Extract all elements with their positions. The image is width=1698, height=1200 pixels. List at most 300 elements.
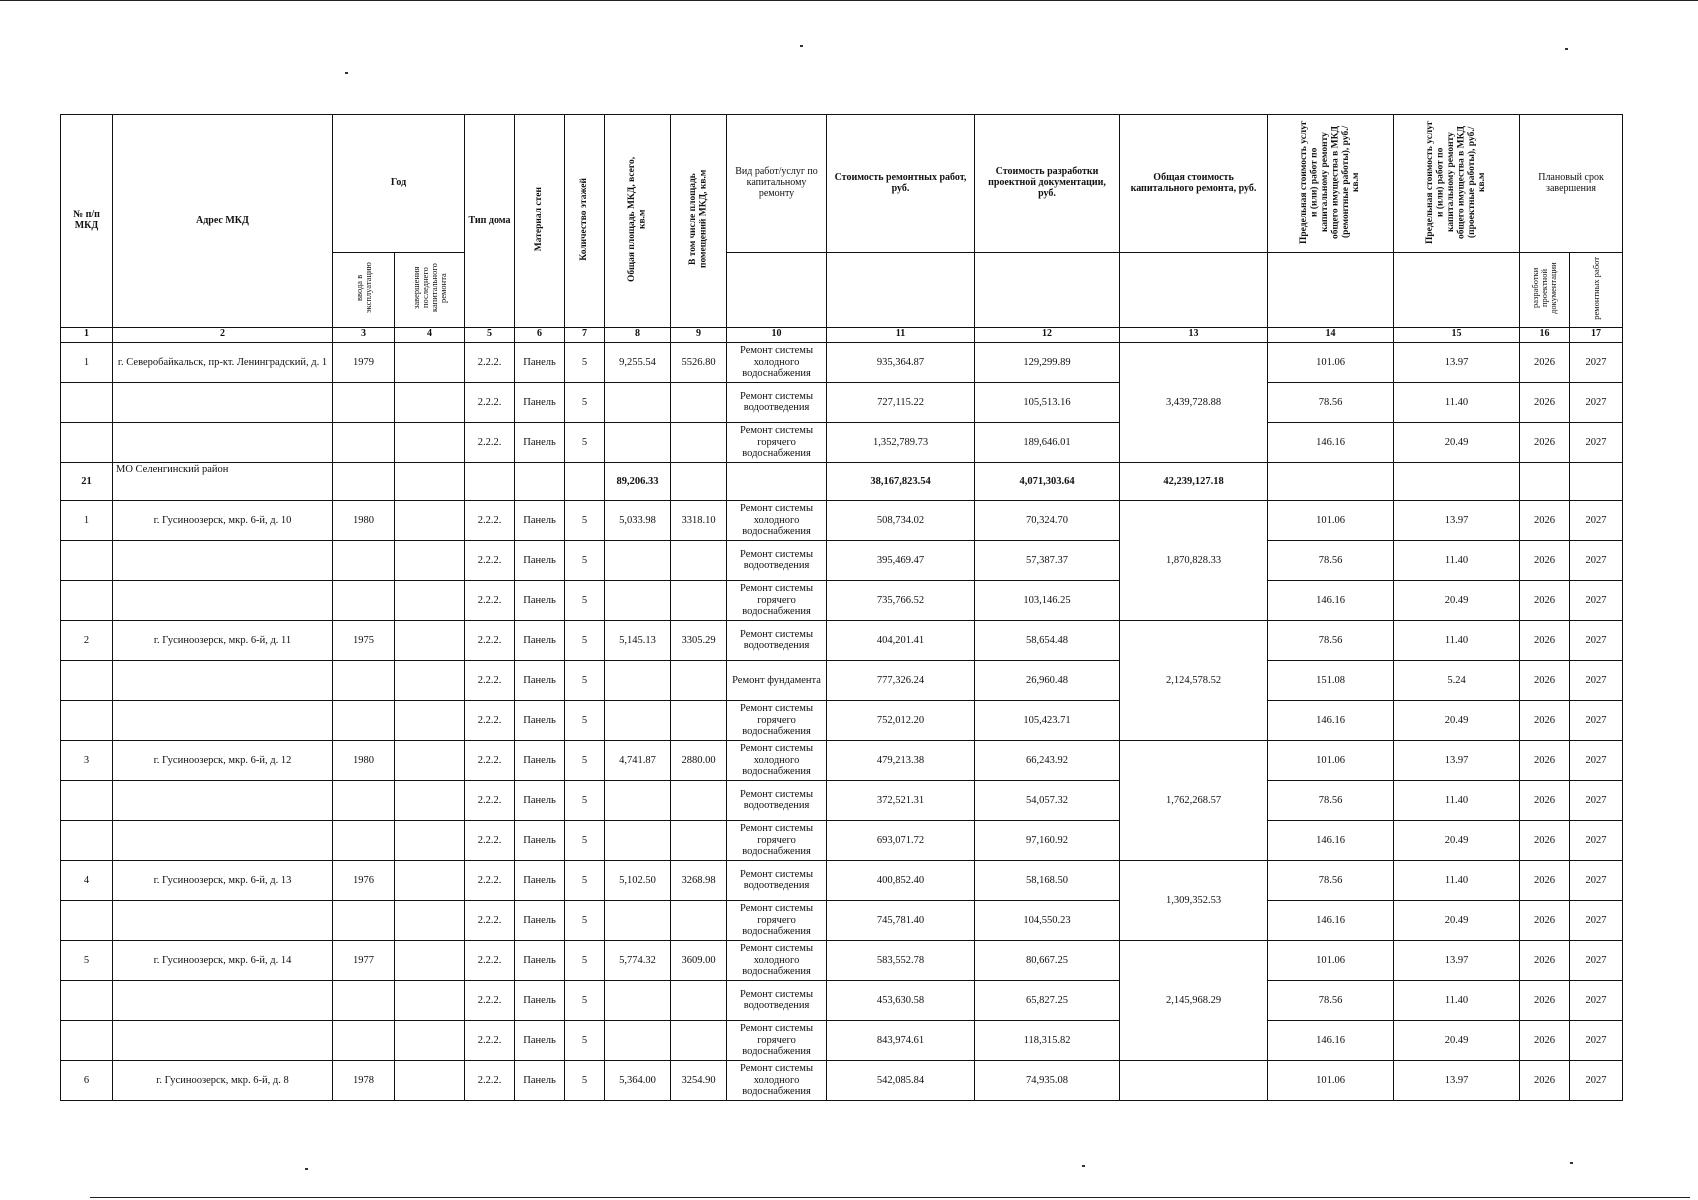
design-cost: 70,324.70 [975,500,1120,540]
scan-speck [345,72,348,74]
total-area [605,820,671,860]
design-cost: 104,550.23 [975,900,1120,940]
work-type: Ремонт системы холодного водоснабжения [727,500,827,540]
column-number: 1 [61,327,113,342]
deadline-design: 2026 [1520,740,1570,780]
limit-design: 20.49 [1394,1020,1520,1060]
col-header-work-type: Вид работ/услуг по капитальному ремонту [727,115,827,253]
deadline-repair: 2027 [1570,860,1623,900]
column-number: 16 [1520,327,1570,342]
house-address [113,980,333,1020]
column-number: 14 [1268,327,1394,342]
design-cost: 54,057.32 [975,780,1120,820]
col-header-work-blank [727,253,827,328]
wall-material: Панель [515,900,565,940]
floor-count: 5 [565,820,605,860]
house-num [61,382,113,422]
house-num: 5 [61,940,113,980]
mo-total-area: 89,206.33 [605,462,671,500]
deadline-design: 2026 [1520,940,1570,980]
house-address [113,900,333,940]
deadline-design: 2026 [1520,580,1570,620]
floor-count: 5 [565,540,605,580]
col-header-limit-repair [1268,115,1394,253]
floor-count: 5 [565,1020,605,1060]
total-cost [1120,1060,1268,1100]
mo-name: МО Селенгинский район [113,462,333,500]
deadline-repair: 2027 [1570,342,1623,382]
table-row [61,422,1623,462]
limit-repair: 146.16 [1268,1020,1394,1060]
col-header-total-blank [1120,253,1268,328]
total-area: 5,102.50 [605,860,671,900]
total-area: 4,741.87 [605,740,671,780]
limit-design: 5.24 [1394,660,1520,700]
limit-repair: 78.56 [1268,620,1394,660]
wall-material: Панель [515,980,565,1020]
work-type: Ремонт системы горячего водоснабжения [727,422,827,462]
house-type: 2.2.2. [465,980,515,1020]
year-last-repair [395,860,465,900]
repair-cost: 400,852.40 [827,860,975,900]
limit-design: 20.49 [1394,900,1520,940]
house-type: 2.2.2. [465,422,515,462]
year-last-repair [395,382,465,422]
wall-material: Панель [515,540,565,580]
work-type: Ремонт системы водоотведения [727,620,827,660]
work-type: Ремонт системы горячего водоснабжения [727,900,827,940]
year-commission [333,820,395,860]
year-commission: 1977 [333,940,395,980]
year-last-repair [395,422,465,462]
floor-count: 5 [565,780,605,820]
house-address [113,580,333,620]
design-cost: 189,646.01 [975,422,1120,462]
year-last-repair [395,740,465,780]
premises-area [671,900,727,940]
column-number: 4 [395,327,465,342]
premises-area: 3268.98 [671,860,727,900]
repair-cost: 583,552.78 [827,940,975,980]
house-address [113,820,333,860]
col-header-total-area [605,115,671,328]
deadline-design: 2026 [1520,900,1570,940]
house-num [61,422,113,462]
repair-cost: 372,521.31 [827,780,975,820]
limit-design: 20.49 [1394,820,1520,860]
house-num [61,1020,113,1060]
deadline-repair: 2027 [1570,980,1623,1020]
col-header-deadline: Плановый срок завершения [1520,115,1623,253]
house-num [61,980,113,1020]
year-last-repair [395,940,465,980]
year-last-repair [395,620,465,660]
limit-repair: 146.16 [1268,422,1394,462]
column-number: 15 [1394,327,1520,342]
house-type: 2.2.2. [465,700,515,740]
wall-material: Панель [515,1060,565,1100]
year-commission [333,700,395,740]
column-number: 5 [465,327,515,342]
house-address [113,1020,333,1060]
scan-speck [305,1168,308,1170]
column-number: 17 [1570,327,1623,342]
table-row [61,700,1623,740]
table-row [61,940,1623,980]
wall-material: Панель [515,740,565,780]
total-cost: 2,145,968.29 [1120,940,1268,1060]
year-commission: 1978 [333,1060,395,1100]
house-address: г. Гусиноозерск, мкр. 6-й, д. 11 [113,620,333,660]
col-header-year: Год [333,115,465,253]
deadline-repair: 2027 [1570,740,1623,780]
design-cost: 26,960.48 [975,660,1120,700]
column-number: 7 [565,327,605,342]
total-area [605,382,671,422]
premises-area [671,660,727,700]
premises-area [671,540,727,580]
year-last-repair [395,700,465,740]
work-type: Ремонт системы горячего водоснабжения [727,700,827,740]
deadline-repair: 2027 [1570,540,1623,580]
house-num [61,700,113,740]
total-area: 5,364.00 [605,1060,671,1100]
column-number: 8 [605,327,671,342]
house-type: 2.2.2. [465,660,515,700]
mo-summary-row [61,462,1623,500]
total-cost: 1,870,828.33 [1120,500,1268,620]
column-number: 3 [333,327,395,342]
premises-area [671,980,727,1020]
total-area [605,780,671,820]
deadline-design: 2026 [1520,660,1570,700]
col-header-address: Адрес МКД [113,115,333,328]
floor-count: 5 [565,700,605,740]
year-last-repair [395,780,465,820]
wall-material: Панель [515,500,565,540]
repair-cost: 508,734.02 [827,500,975,540]
col-header-repair-blank [827,253,975,328]
total-cost: 2,124,578.52 [1120,620,1268,740]
scan-speck [800,45,803,47]
limit-design: 11.40 [1394,780,1520,820]
work-type: Ремонт системы водоотведения [727,382,827,422]
deadline-design: 2026 [1520,342,1570,382]
column-number: 10 [727,327,827,342]
work-type: Ремонт системы холодного водоснабжения [727,740,827,780]
deadline-repair: 2027 [1570,700,1623,740]
floor-count: 5 [565,500,605,540]
deadline-design: 2026 [1520,980,1570,1020]
total-area [605,980,671,1020]
total-area [605,660,671,700]
house-num: 1 [61,342,113,382]
year-last-repair [395,1060,465,1100]
limit-repair: 101.06 [1268,1060,1394,1100]
table-row [61,660,1623,700]
premises-area-label: В том числе площадь помещений МКД, кв.м [688,169,709,269]
year-commission: 1976 [333,860,395,900]
year-last-repair [395,900,465,940]
wall-material: Панель [515,382,565,422]
total-area [605,540,671,580]
house-type: 2.2.2. [465,540,515,580]
capital-repair-register-table [60,114,1623,1101]
deadline-design: 2026 [1520,382,1570,422]
wall-material: Панель [515,700,565,740]
limit-repair: 78.56 [1268,540,1394,580]
premises-area: 3318.10 [671,500,727,540]
limit-repair: 151.08 [1268,660,1394,700]
repair-cost: 935,364.87 [827,342,975,382]
house-type: 2.2.2. [465,900,515,940]
total-area [605,1020,671,1060]
deadline-repair: 2027 [1570,660,1623,700]
year-commission [333,580,395,620]
limit-repair: 101.06 [1268,940,1394,980]
design-cost: 118,315.82 [975,1020,1120,1060]
limit-repair: 146.16 [1268,820,1394,860]
work-type: Ремонт системы горячего водоснабжения [727,1020,827,1060]
work-type: Ремонт системы водоотведения [727,980,827,1020]
house-num [61,820,113,860]
repair-cost: 404,201.41 [827,620,975,660]
deadline-design: 2026 [1520,1060,1570,1100]
year-commission [333,780,395,820]
deadline-repair: 2027 [1570,1020,1623,1060]
deadline-repair: 2027 [1570,580,1623,620]
col-header-num: № п/п МКД [61,115,113,328]
repair-cost: 453,630.58 [827,980,975,1020]
repair-cost: 843,974.61 [827,1020,975,1060]
design-cost: 103,146.25 [975,580,1120,620]
floor-count: 5 [565,940,605,980]
total-area [605,580,671,620]
col-header-house-type: Тип дома [465,115,515,328]
work-type: Ремонт системы горячего водоснабжения [727,580,827,620]
total-area: 9,255.54 [605,342,671,382]
header-row-main [61,115,1623,253]
wall-material: Панель [515,580,565,620]
house-num: 4 [61,860,113,900]
deadline-design: 2026 [1520,500,1570,540]
house-address: г. Гусиноозерск, мкр. 6-й, д. 8 [113,1060,333,1100]
limit-repair: 78.56 [1268,780,1394,820]
house-type: 2.2.2. [465,820,515,860]
work-type: Ремонт фундамента [727,660,827,700]
year-last-repair [395,820,465,860]
col-header-design-blank [975,253,1120,328]
table-row [61,1020,1623,1060]
repair-cost: 777,326.24 [827,660,975,700]
year-last-repair [395,660,465,700]
limit-repair: 78.56 [1268,980,1394,1020]
limit-design: 13.97 [1394,940,1520,980]
year-last-repair [395,1020,465,1060]
total-area: 5,774.32 [605,940,671,980]
premises-area [671,1020,727,1060]
limit-design: 13.97 [1394,342,1520,382]
house-num [61,660,113,700]
house-address [113,660,333,700]
wall-material: Панель [515,342,565,382]
deadline-repair: 2027 [1570,1060,1623,1100]
table-row [61,580,1623,620]
limit-repair: 101.06 [1268,740,1394,780]
table-row [61,620,1623,660]
house-type: 2.2.2. [465,500,515,540]
table-row [61,1060,1623,1100]
design-cost: 58,168.50 [975,860,1120,900]
column-number: 2 [113,327,333,342]
design-cost: 129,299.89 [975,342,1120,382]
year-last-repair [395,580,465,620]
table-header [61,115,1623,343]
repair-cost: 479,213.38 [827,740,975,780]
year-commission [333,422,395,462]
mo-design-total: 4,071,303.64 [975,462,1120,500]
work-type: Ремонт системы горячего водоснабжения [727,820,827,860]
wall-material: Панель [515,660,565,700]
limit-design: 11.40 [1394,980,1520,1020]
premises-area: 3254.90 [671,1060,727,1100]
col-header-deadline-design [1520,253,1570,328]
total-area: 5,033.98 [605,500,671,540]
table-row [61,900,1623,940]
premises-area [671,580,727,620]
floor-count: 5 [565,740,605,780]
col-header-design-cost: Стоимость разработки проектной документации, руб. [975,115,1120,253]
deadline-design: 2026 [1520,860,1570,900]
wall-material: Панель [515,940,565,980]
table-body-bottom [61,500,1623,1100]
col-header-limit-repair-blank [1268,253,1394,328]
deadline-repair: 2027 [1570,620,1623,660]
total-area [605,900,671,940]
house-type: 2.2.2. [465,382,515,422]
table-row [61,860,1623,900]
year-commission: 1975 [333,620,395,660]
floor-count: 5 [565,900,605,940]
design-cost: 105,423.71 [975,700,1120,740]
design-cost: 97,160.92 [975,820,1120,860]
house-type: 2.2.2. [465,940,515,980]
col-header-premises-area [671,115,727,328]
limit-design: 13.97 [1394,1060,1520,1100]
house-num [61,780,113,820]
premises-area [671,780,727,820]
limit-design: 11.40 [1394,540,1520,580]
mo-overall-total: 42,239,127.18 [1120,462,1268,500]
deadline-design: 2026 [1520,540,1570,580]
house-address: г. Гусиноозерск, мкр. 6-й, д. 12 [113,740,333,780]
table-row [61,820,1623,860]
house-num [61,900,113,940]
house-address [113,382,333,422]
total-cost: 3,439,728.88 [1120,342,1268,462]
limit-design: 20.49 [1394,422,1520,462]
wall-material: Панель [515,1020,565,1060]
floor-count: 5 [565,620,605,660]
limit-design: 11.40 [1394,860,1520,900]
deadline-repair: 2027 [1570,422,1623,462]
house-address [113,780,333,820]
repair-cost: 542,085.84 [827,1060,975,1100]
premises-area: 3609.00 [671,940,727,980]
mo-repair-total: 38,167,823.54 [827,462,975,500]
deadline-repair: 2027 [1570,940,1623,980]
year-commission [333,660,395,700]
column-number: 13 [1120,327,1268,342]
limit-design-label: Предельная стоимость услуг и (или) работ по капитальному ремонту общего имущества в МКД (проектные работы), руб./кв.м [1425,119,1488,244]
work-type: Ремонт системы холодного водоснабжения [727,342,827,382]
house-address: г. Гусиноозерск, мкр. 6-й, д. 13 [113,860,333,900]
col-header-limit-design [1394,115,1520,253]
limit-repair: 146.16 [1268,580,1394,620]
table-row [61,780,1623,820]
table-row [61,500,1623,540]
limit-repair: 101.06 [1268,342,1394,382]
scan-speck [1082,1165,1085,1167]
house-type: 2.2.2. [465,1020,515,1060]
year-last-repair [395,540,465,580]
deadline-design: 2026 [1520,780,1570,820]
repair-cost: 1,352,789.73 [827,422,975,462]
work-type: Ремонт системы водоотведения [727,540,827,580]
floors-label: Количество этажей [579,177,590,261]
design-cost: 74,935.08 [975,1060,1120,1100]
floor-count: 5 [565,1060,605,1100]
wall-material: Панель [515,620,565,660]
table-row [61,342,1623,382]
house-type: 2.2.2. [465,342,515,382]
repair-cost: 745,781.40 [827,900,975,940]
year-commission: 1980 [333,740,395,780]
house-type: 2.2.2. [465,580,515,620]
house-address: г. Гусиноозерск, мкр. 6-й, д. 14 [113,940,333,980]
design-cost: 58,654.48 [975,620,1120,660]
limit-repair-label: Предельная стоимость услуг и (или) работ по капитальному ремонту общего имущества в МКД (ремонтные работы), руб./кв.м [1299,119,1362,244]
year-commission [333,540,395,580]
premises-area [671,820,727,860]
repair-cost: 727,115.22 [827,382,975,422]
limit-design: 13.97 [1394,740,1520,780]
column-number: 6 [515,327,565,342]
limit-design: 20.49 [1394,580,1520,620]
premises-area: 3305.29 [671,620,727,660]
scan-edge-bottom [90,1197,1690,1198]
deadline-repair-label: ремонтных работ [1590,256,1601,320]
table-body-top [61,342,1623,462]
floor-count: 5 [565,342,605,382]
deadline-repair: 2027 [1570,820,1623,860]
work-type: Ремонт системы водоотведения [727,780,827,820]
column-number-row [61,327,1623,342]
col-header-repair-cost: Стоимость ремонтных работ, руб. [827,115,975,253]
year-commission: 1980 [333,500,395,540]
total-cost: 1,762,268.57 [1120,740,1268,860]
house-address [113,540,333,580]
scan-speck [1565,48,1568,50]
deadline-design: 2026 [1520,700,1570,740]
premises-area [671,700,727,740]
limit-design: 13.97 [1394,500,1520,540]
limit-repair: 146.16 [1268,700,1394,740]
house-address [113,700,333,740]
col-header-total-cost: Общая стоимость капитального ремонта, руб. [1120,115,1268,253]
design-cost: 80,667.25 [975,940,1120,980]
premises-area [671,422,727,462]
